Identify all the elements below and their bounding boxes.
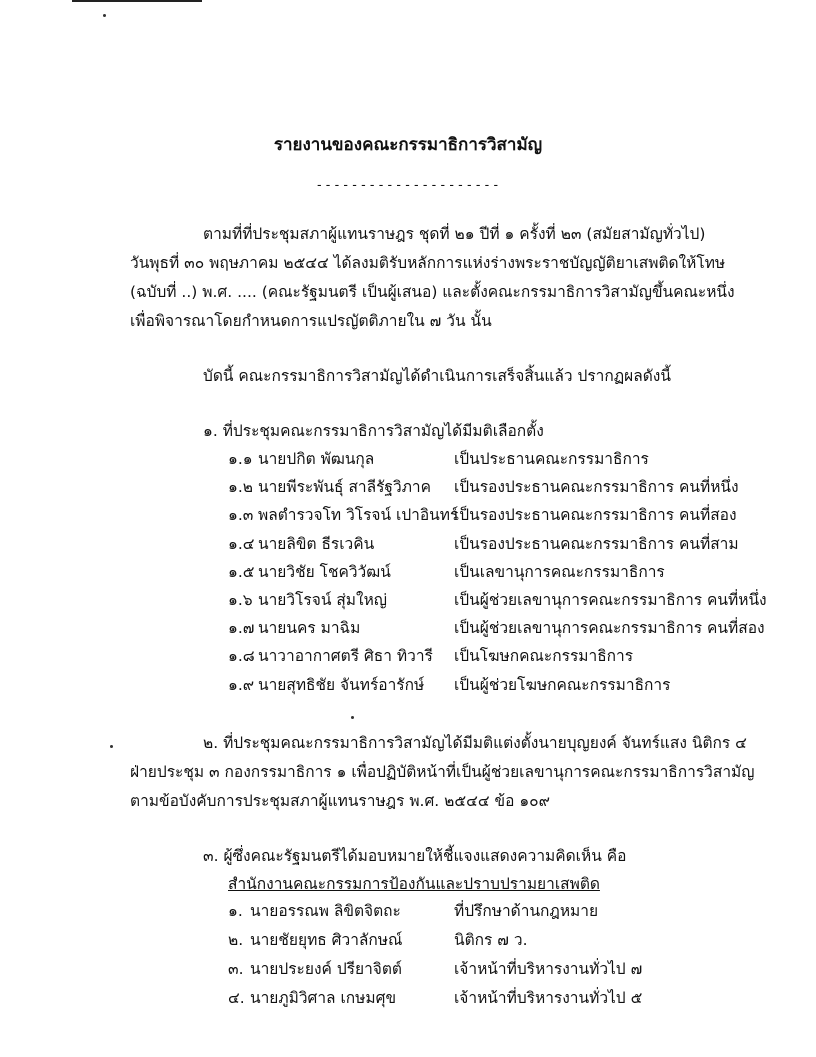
member-role: เป็นรองประธานคณะกรรมาธิการ คนที่สาม xyxy=(454,534,739,553)
representative-number: ๔. xyxy=(228,989,245,1007)
document-title: รายงานของคณะกรรมาธิการวิสามัญ xyxy=(273,135,543,155)
member-number: ๑.๕ xyxy=(228,562,255,581)
committee-member-row xyxy=(228,649,788,669)
member-number: ๑.๑ xyxy=(228,450,253,468)
committee-member-row xyxy=(228,534,788,557)
representative-number: ๓. xyxy=(228,960,244,978)
representative-role: เจ้าหน้าที่บริหารงานทั่วไป ๕ xyxy=(454,989,643,1007)
representative-role: นิติกร ๗ ว. xyxy=(454,931,528,949)
status-line: บัดนี้ คณะกรรมาธิการวิสามัญได้ดำเนินการเสร็จสิ้นแล้ว ปรากฏผลดังนี้ xyxy=(203,367,671,385)
scan-speck xyxy=(110,745,113,748)
committee-member-row xyxy=(228,593,788,613)
representative-name: นายภูมิวิศาล เกษมศุข xyxy=(250,989,397,1007)
committee-member-row xyxy=(228,621,788,641)
title-separator: --------------------- xyxy=(315,178,501,193)
member-number: ๑.๘ xyxy=(228,647,255,666)
representative-role: เจ้าหน้าที่บริหารงานทั่วไป ๗ xyxy=(454,960,643,978)
representative-row xyxy=(228,933,788,953)
committee-member-row xyxy=(228,675,788,698)
member-name: นายวิโรจน์ สุ่มใหญ่ xyxy=(258,591,388,609)
member-number: ๑.๗ xyxy=(228,619,255,638)
member-number: ๑.๓ xyxy=(228,506,254,525)
member-role: เป็นผู้ช่วยเลขานุการคณะกรรมาธิการ คนที่สอง xyxy=(454,619,765,638)
member-role: เป็นรองประธานคณะกรรมาธิการ คนที่หนึ่ง xyxy=(454,478,739,497)
scan-artifact xyxy=(72,0,202,2)
representative-name: นายชัยยุทธ ศิวาลักษณ์ xyxy=(250,931,403,949)
member-name: พลตำรวจโท วิโรจน์ เปาอินทร์ xyxy=(258,506,459,525)
member-number: ๑.๒ xyxy=(228,478,253,497)
member-name: นาวาอากาศตรี ศิธา ทิวารี xyxy=(258,647,433,666)
member-number: ๑.๙ xyxy=(228,675,255,694)
committee-member-row xyxy=(228,480,788,500)
section2-line: ตามข้อบังคับการประชุมสภาผู้แทนราษฎร พ.ศ. ๒๕๔๔ ข้อ ๑๐๙ xyxy=(130,792,550,810)
representative-row xyxy=(228,904,788,924)
intro-line: (ฉบับที่ ..) พ.ศ. .... (คณะรัฐมนตรี เป็นผู้เสนอ) และตั้งคณะกรรมาธิการวิสามัญขึ้นคณะหนึ่ง xyxy=(130,283,735,301)
member-name: นายพีระพันธุ์ สาลีรัฐวิภาค xyxy=(258,478,431,497)
member-role: เป็นผู้ช่วยเลขานุการคณะกรรมาธิการ คนที่หนึ่ง xyxy=(454,591,767,609)
member-name: นายลิขิต ธีรเวคิน xyxy=(258,534,375,553)
scan-speck xyxy=(103,14,106,17)
representative-row xyxy=(228,962,788,982)
representative-role: ที่ปรึกษาด้านกฎหมาย xyxy=(454,902,599,920)
section3-heading: ๓. ผู้ซึ่งคณะรัฐมนตรีได้มอบหมายให้ชี้แจงแสดงความคิดเห็น คือ xyxy=(203,847,627,865)
committee-member-row xyxy=(228,562,788,585)
representative-name: นายอรรณพ ลิขิตจิตถะ xyxy=(250,902,401,920)
member-role: เป็นโฆษกคณะกรรมาธิการ xyxy=(454,647,634,666)
member-role: เป็นประธานคณะกรรมาธิการ xyxy=(454,450,649,468)
member-name: นายสุทธิชัย จันทร์อารักษ์ xyxy=(258,675,425,694)
scan-speck xyxy=(351,716,354,719)
section2-line: ๒. ที่ประชุมคณะกรรมาธิการวิสามัญได้มีมติแต่งตั้งนายบุญยงค์ จันทร์แสง นิติกร ๔ xyxy=(203,734,747,752)
member-role: เป็นรองประธานคณะกรรมาธิการ คนที่สอง xyxy=(454,506,737,525)
committee-member-row xyxy=(228,452,788,472)
intro-line: เพื่อพิจารณาโดยกำหนดการแปรญัตติภายใน ๗ วัน นั้น xyxy=(130,312,492,330)
intro-line: วันพุธที่ ๓๐ พฤษภาคม ๒๕๔๔ ได้ลงมติรับหลักการแห่งร่างพระราชบัญญัติยาเสพติดให้โทษ xyxy=(130,254,726,272)
intro-line: ตามที่ที่ประชุมสภาผู้แทนราษฎร ชุดที่ ๒๑ ปีที่ ๑ ครั้งที่ ๒๓ (สมัยสามัญทั่วไป) xyxy=(203,225,706,243)
member-number: ๑.๔ xyxy=(228,534,255,553)
committee-member-row xyxy=(228,508,788,528)
member-number: ๑.๖ xyxy=(228,591,253,609)
member-role: เป็นผู้ช่วยโฆษกคณะกรรมาธิการ xyxy=(454,675,671,694)
section1-heading: ๑. ที่ประชุมคณะกรรมาธิการวิสามัญได้มีมติเลือกตั้ง xyxy=(203,422,544,440)
representative-number: ๒. xyxy=(228,931,244,949)
representative-name: นายประยงค์ ปรียาจิตต์ xyxy=(250,960,402,978)
member-name: นายนคร มาฉิม xyxy=(258,619,361,638)
member-name: นายวิชัย โชควิวัฒน์ xyxy=(258,562,391,581)
member-name: นายปกิต พัฒนกุล xyxy=(258,450,375,468)
section2-line: ฝ่ายประชุม ๓ กองกรรมาธิการ ๑ เพื่อปฏิบัติหน้าที่เป็นผู้ช่วยเลขานุการคณะกรรมาธิการวิสามัญ xyxy=(130,763,755,781)
representative-row xyxy=(228,991,788,1011)
representative-number: ๑. xyxy=(228,902,243,920)
section3-agency: สำนักงานคณะกรรมการป้องกันและปราบปรามยาเสพติด xyxy=(228,875,600,893)
member-role: เป็นเลขานุการคณะกรรมาธิการ xyxy=(454,562,665,581)
